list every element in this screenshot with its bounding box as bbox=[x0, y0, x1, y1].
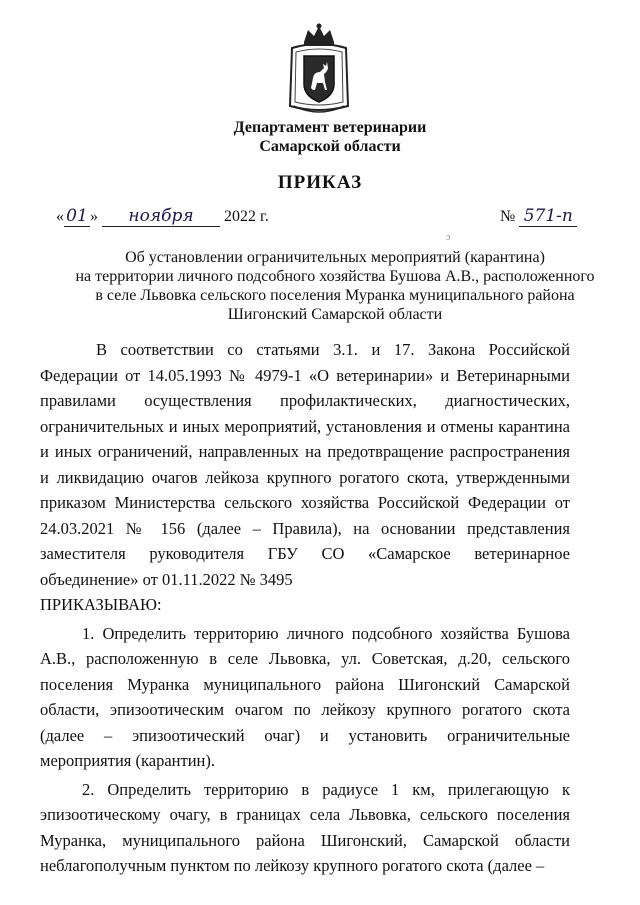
coat-of-arms-icon bbox=[286, 22, 352, 114]
document-title: ПРИКАЗ bbox=[277, 172, 363, 193]
date-close-quote: » bbox=[90, 208, 98, 225]
number-label: № bbox=[500, 208, 516, 225]
order-number bbox=[500, 206, 577, 227]
order-subject bbox=[0, 248, 640, 324]
date-open-quote: « bbox=[56, 208, 64, 225]
number-value: 571-п bbox=[519, 206, 577, 227]
date-year: 2022 г. bbox=[224, 208, 269, 225]
order-item-2: 2. Определить территорию в радиусе 1 км, прилегающую к эпизоотическому очагу, в границах села Львовка, сельского поселения Муранка, муниципального района Шигонский, Самарской области неблагополучным пунктом по лейкозу крупного рогатого скота (далее – bbox=[40, 779, 570, 875]
order-body bbox=[40, 337, 570, 879]
order-word: ПРИКАЗЫВАЮ: bbox=[40, 595, 162, 614]
preamble-paragraph: В соответствии со статьями 3.1. и 17. Закона Российской Федерации от 14.05.1993 № 4979-1 «О ветеринарии» и Ветеринарными правилами осуществления профилактических, диагностических, ограничительных и иных мероприятий, установления и отмены карантина и иных ограничений, направленных на предотвращение распространения и ликвидацию очагов лейкоза крупного рогатого скота, утвержденными приказом Министерства сельского хозяйства Российской Федерации от 24.03.2021 № 156 (далее – Правила), на основании представления заместителя руководителя ГБУ СО «Самарское ветеринарное объединение» от 01.11.2022 № 3495 bbox=[40, 340, 570, 589]
date-month: ноября bbox=[102, 206, 220, 227]
subject-line-3: в селе Львовка сельского поселения Муранка муниципального района bbox=[95, 287, 575, 304]
department-line-1: Департамент ветеринарии bbox=[233, 119, 427, 136]
date-day: 01 bbox=[64, 206, 90, 227]
department-line-2: Самарской области bbox=[259, 138, 401, 155]
department-header bbox=[0, 118, 640, 156]
subject-line-2: на территории личного подсобного хозяйства Бушова А.В., расположенного bbox=[75, 268, 595, 285]
subject-line-4: Шигонский Самарской области bbox=[227, 306, 443, 323]
order-item-1: 1. Определить территорию личного подсобного хозяйства Бушова А.В., расположенную в селе Львовка, ул. Советская, д.20, сельского поселения Муранка муниципального района Шигонский Самарской области, эпизоотическим очагом по лейкозу крупного рогатого скота (далее – эпизоотический очаг) и установить ограничительные мероприятия (карантин). bbox=[40, 623, 570, 770]
order-date bbox=[56, 206, 269, 227]
subject-line-1: Об установлении ограничительных мероприятий (карантина) bbox=[125, 249, 545, 266]
scan-mark: ɔ bbox=[446, 232, 451, 243]
